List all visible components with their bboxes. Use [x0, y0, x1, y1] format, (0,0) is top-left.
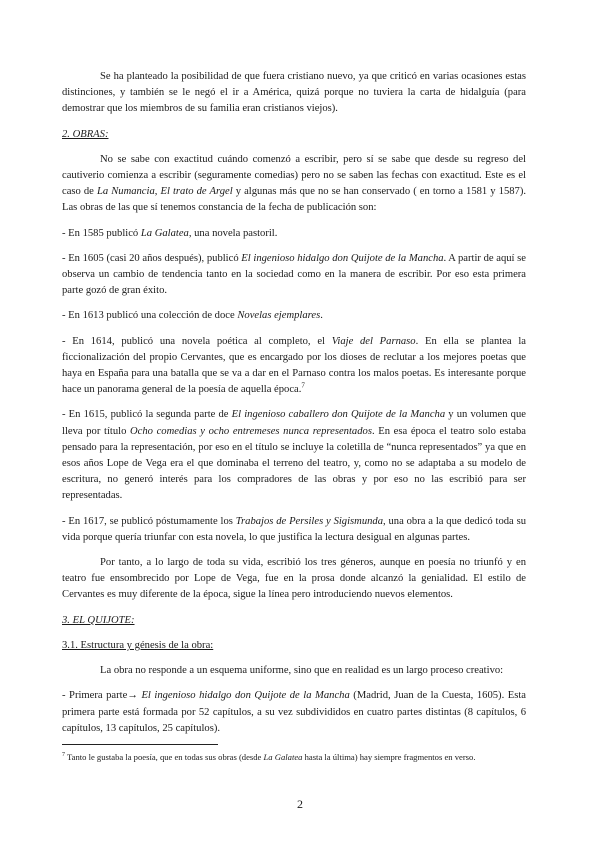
- page-number: 2: [297, 797, 303, 811]
- page-body: [62, 69, 526, 737]
- intro-paragraph: Se ha planteado la posibilidad de que fuera cristiano nuevo, ya que criticó en varias ocasiones estas distinciones, y también se le negó el ir a América, quizá porque no tuviera la carta de hidalguía (para demostrar que los miembros de su familia eran cristianos viejos).: [62, 71, 526, 115]
- esquema-paragraph: La obra no responde a un esquema uniforme, sino que en realidad es un largo proceso creativo:: [100, 665, 504, 677]
- section-heading-quijote: 3. EL QUIJOTE:: [62, 614, 135, 626]
- list-item-1617: - En 1617, se publicó póstumamente los Trabajos de Persiles y Sigismunda, una obra a la que dedicó toda su vida porque quería triunfar con esta novela, lo que justifica la lectura desigual en algunas partes.: [62, 515, 526, 543]
- footnote-ref: 7: [301, 381, 305, 390]
- obras-paragraph: No se sabe con exactitud cuándo comenzó a escribir, pero sí se sabe que desde su regreso del cautiverio comienza a escribir (seguramente comedias) pero no se saben las fechas con exactitud. Este es el caso de La Numancia, El trato de Argel y algunas más que no se han conservado ( en torno a 1581 y 1587). Las obras de las que sí tenemos constancia de la fecha de publicación son:: [62, 153, 527, 214]
- summary-paragraph: Por tanto, a lo largo de toda su vida, escribió los tres géneros, aunque en poesía no triunfó y en teatro fue ensombrecido por Lope de Vega, fue en la prosa donde alcanzó la genialidad. El estilo de Cervantes es muy diferente de la época, sigue la línea pero introduciendo nuevos elementos.: [62, 557, 526, 601]
- list-item-1615: - En 1615, publicó la segunda parte de El ingenioso caballero don Quijote de la Mancha y un volumen que lleva por título Ocho comedias y ocho entremeses nunca representados. En esa época el teatro solo estaba pensado para la representación, por eso en el título se incluye la coletilla de “nunca representados” ya que en esos años Lope de Vega era el que dominaba el terreno del teatro, y, como no se adaptaba a su modelo de escritura, no generó interés para los compradores de las obras y por eso no las escribió para ser representadas.: [62, 409, 526, 502]
- list-item-1585: - En 1585 publicó La Galatea, una novela pastoril.: [62, 227, 278, 239]
- footnote: $^7$ Tanto le gustaba la poesía, que en todas sus obras (desde La Galatea hasta la última) hay siempre fragmentos en verso.: [62, 752, 476, 762]
- list-item-1614: - En 1614, publicó una novela poética al completo, el Viaje del Parnaso. En ella se plantea la ficcionalización del propio Cervantes, que es encargado por los dioses de reclutar a los mejores poetas que haya en España para una batalla que se va a dar en el Parnaso contra los malos poetas. Es interesante porque hace un panorama general de la poesía de aquella época.$^7$: [62, 335, 527, 396]
- list-item-1613: - En 1613 publicó una colección de doce Novelas ejemplares.: [62, 310, 323, 322]
- list-item-1605: - En 1605 (casi 20 años después), publicó El ingenioso hidalgo don Quijote de la Mancha. A partir de aquí se observa un cambio de tendencia tanto en la sociedad como en la manera de escribir. Por eso esta primera parte gozó de gran éxito.: [62, 252, 526, 297]
- subsection-heading-estructura: 3.1. Estructura y génesis de la obra:: [62, 639, 214, 651]
- section-heading-obras: 2. OBRAS:: [62, 128, 109, 140]
- footnote-number: 7: [62, 752, 65, 759]
- list-item-primera-parte: - Primera parte→ El ingenioso hidalgo don Quijote de la Mancha (Madrid, Juan de la Cuesta, 1605). Esta primera parte está formada por 52 capítulos, a su vez subdivididos en cuatro partes distintas (8 capítulos, 6 capítulos, 13 capítulos, 25 capítulos).: [62, 690, 526, 734]
- footnote-divider: [62, 744, 218, 745]
